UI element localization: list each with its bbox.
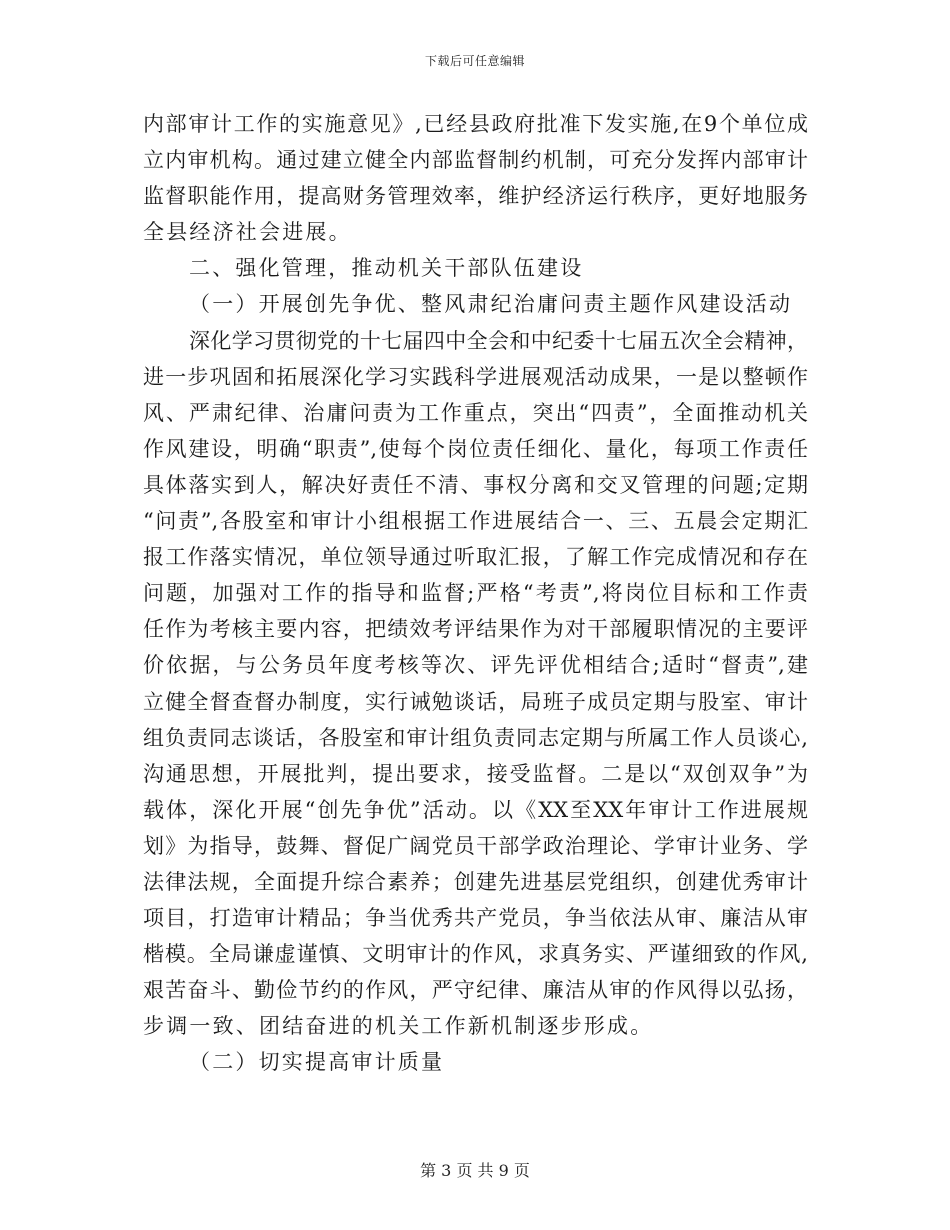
body-line: 任作为考核主要内容，把绩效考评结果作为对干部履职情况的主要评 [143, 617, 808, 642]
body-line: 深化学习贯彻党的十七届四中全会和中纪委十七届五次全会精神， [189, 328, 808, 353]
body-line: 进一步巩固和拓展深化学习实践科学进展观活动成果，一是以整顿作 [143, 364, 808, 389]
body-line: 监督职能作用，提高财务管理效率，维护经济运行秩序，更好地服务 [143, 184, 808, 209]
page-number: 第 3 页 共 9 页 [420, 1161, 530, 1180]
body-line: 价依据，与公务员年度考核等次、评先评优相结合;适时“督责”,建 [143, 653, 808, 678]
subsection-heading: （二）切实提高审计质量 [189, 1050, 445, 1075]
body-line: 步调一致、团结奋进的机关工作新机制逐步形成。 [143, 1014, 654, 1039]
page-header: 下载后可任意编辑 [424, 54, 525, 68]
body-line: 作风建设，明确“职责”,使每个岗位责任细化、量化，每项工作责任 [143, 436, 808, 461]
body-line: 具体落实到人，解决好责任不清、事权分离和交叉管理的问题;定期 [143, 472, 808, 497]
document-body [143, 106, 808, 1081]
body-line: 组负责同志谈话，各股室和审计组负责同志定期与所属工作人员谈心, [143, 725, 808, 750]
body-line: 法律法规，全面提升综合素养；创建先进基层党组织，创建优秀审计 [143, 869, 808, 894]
body-line: 问题，加强对工作的指导和监督;严格“考责”,将岗位目标和工作责 [143, 581, 808, 606]
body-line: 艰苦奋斗、勤俭节约的作风，严守纪律、廉洁从审的作风得以弘扬， [143, 978, 808, 1003]
body-line: 风、严肃纪律、治庸问责为工作重点，突出“四责”，全面推动机关 [143, 400, 808, 425]
body-line: 载体，深化开展“创先争优”活动。以《XX至XX年审计工作进展规 [143, 797, 808, 822]
subsection-heading: （一）开展创先争优、整风肃纪治庸问责主题作风建设活动 [189, 292, 793, 317]
section-heading: 二、强化管理，推动机关干部队伍建设 [189, 256, 584, 281]
body-line: 立内审机构。通过建立健全内部监督制约机制，可充分发挥内部审计 [143, 148, 808, 173]
body-line: 全县经济社会进展。 [143, 220, 352, 245]
body-line: 报工作落实情况，单位领导通过听取汇报，了解工作完成情况和存在 [143, 545, 808, 570]
body-line: “问责”,各股室和审计小组根据工作进展结合一、三、五晨会定期汇 [143, 509, 808, 534]
body-line: 划》为指导，鼓舞、督促广阔党员干部学政治理论、学审计业务、学 [143, 833, 808, 858]
body-line: 内部审计工作的实施意见》,已经县政府批准下发实施,在9个单位成 [143, 112, 808, 136]
body-line: 楷模。全局谦虚谨慎、文明审计的作风，求真务实、严谨细致的作风, [143, 942, 808, 967]
body-line: 沟通思想，开展批判，提出要求，接受监督。二是以“双创双争”为 [143, 761, 808, 786]
body-line: 立健全督查督办制度，实行诫勉谈话，局班子成员定期与股室、审计 [143, 689, 808, 714]
body-line: 项目，打造审计精品；争当优秀共产党员，争当依法从审、廉洁从审 [143, 906, 808, 931]
